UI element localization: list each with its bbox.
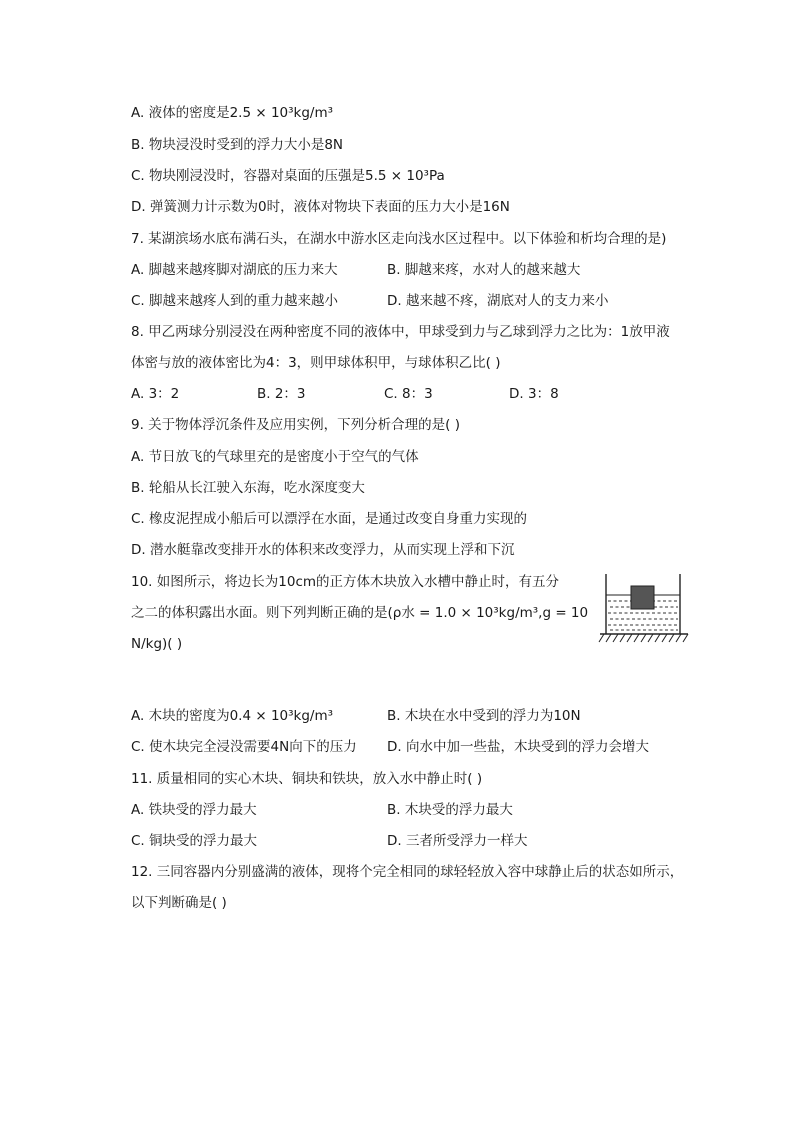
q7-stem: 7. 某湖滨场水底布满石头，在湖水中游水区走向浅水区过程中。以下体验和析均合理的是) bbox=[131, 231, 667, 247]
q10-option-c: C. 使木块完全浸没需要4N向下的压力 bbox=[131, 739, 357, 755]
q9-stem: 9. 关于物体浮沉条件及应用实例，下列分析合理的是( ) bbox=[131, 417, 460, 433]
q12-stem-line1: 12. 三同容器内分别盛满的液体，现将个完全相同的球轻轻放入容中球静止后的状态如所示， bbox=[131, 864, 684, 880]
q9-option-d: D. 潜水艇靠改变排开水的体积来改变浮力，从而实现上浮和下沉 bbox=[131, 542, 515, 558]
q8-option-b: B. 2：3 bbox=[257, 386, 306, 402]
q8-option-d: D. 3：8 bbox=[509, 386, 559, 402]
q9-option-c: C. 橡皮泥捏成小船后可以漂浮在水面，是通过改变自身重力实现的 bbox=[131, 511, 528, 527]
q7-option-c: C. 脚越来越疼人到的重力越来越小 bbox=[131, 293, 339, 309]
q7-option-d: D. 越来越不疼，湖底对人的支力来小 bbox=[387, 293, 609, 309]
q8-option-a: A. 3：2 bbox=[131, 386, 180, 402]
q10-stem-line2: 之二的体积露出水面。则下列判断正确的是(ρ水 = 1.0 × 10³kg/m³,g = 10 bbox=[131, 605, 589, 621]
q11-option-a: A. 铁块受的浮力最大 bbox=[131, 802, 257, 818]
ground-hatching bbox=[599, 634, 688, 642]
q7-option-a: A. 脚越来越疼脚对湖底的压力来大 bbox=[131, 262, 338, 278]
q6-option-b: B. 物块浸没时受到的浮力大小是8N bbox=[131, 137, 344, 153]
water-tank-diagram bbox=[598, 570, 690, 648]
q10-option-b: B. 木块在水中受到的浮力为10N bbox=[387, 708, 581, 724]
q10-stem-line3: N/kg)( ) bbox=[131, 636, 183, 652]
q8-stem-line1: 8. 甲乙两球分别浸没在两种密度不同的液体中，甲球受到力与乙球到浮力之比为：1放甲液 bbox=[131, 324, 670, 340]
q12-stem-line2: 以下判断确是( ) bbox=[131, 895, 227, 911]
q8-option-c: C. 8：3 bbox=[384, 386, 433, 402]
q10-option-a: A. 木块的密度为0.4 × 10³kg/m³ bbox=[131, 708, 334, 724]
q9-option-b: B. 轮船从长江驶入东海，吃水深度变大 bbox=[131, 480, 365, 496]
q10-option-d: D. 向水中加一些盐，木块受到的浮力会增大 bbox=[387, 739, 649, 755]
q8-stem-line2: 体密与放的液体密比为4：3，则甲球体积甲，与球体积乙比( ) bbox=[131, 355, 501, 371]
q11-option-d: D. 三者所受浮力一样大 bbox=[387, 833, 528, 849]
q7-option-b: B. 脚越来疼，水对人的越来越大 bbox=[387, 262, 581, 278]
q10-stem-line1: 10. 如图所示，将边长为10cm的正方体木块放入水槽中静止时，有五分 bbox=[131, 574, 560, 590]
q11-option-c: C. 铜块受的浮力最大 bbox=[131, 833, 258, 849]
q9-option-a: A. 节日放飞的气球里充的是密度小于空气的气体 bbox=[131, 449, 419, 465]
q6-option-a: A. 液体的密度是2.5 × 10³kg/m³ bbox=[131, 105, 334, 121]
q11-stem: 11. 质量相同的实心木块、铜块和铁块，放入水中静止时( ) bbox=[131, 771, 483, 787]
q6-option-c: C. 物块刚浸没时，容器对桌面的压强是5.5 × 10³Pa bbox=[131, 168, 445, 184]
q6-option-d: D. 弹簧测力计示数为0时，液体对物块下表面的压力大小是16N bbox=[131, 199, 510, 215]
q11-option-b: B. 木块受的浮力最大 bbox=[387, 802, 513, 818]
wood-block bbox=[631, 586, 654, 609]
